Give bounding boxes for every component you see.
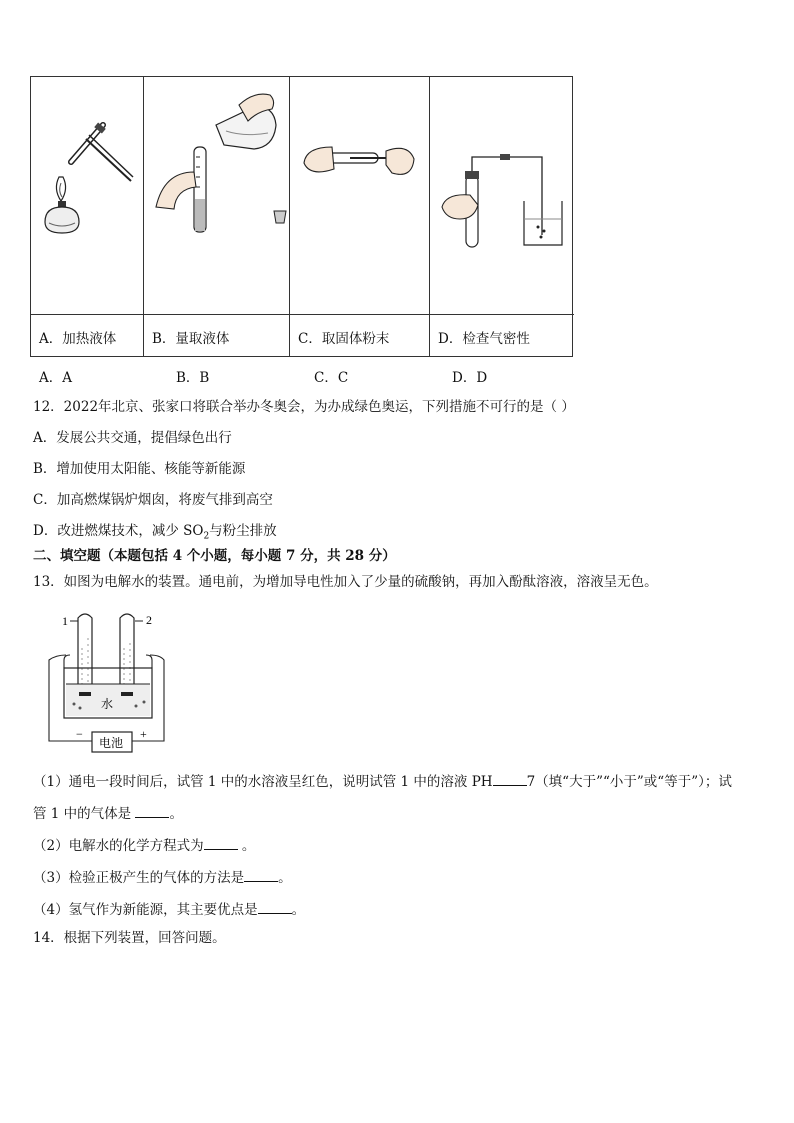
electrolysis-figure — [40, 608, 180, 758]
q13-sub1-text-b: 7（填“大于”“小于”或“等于”）；试 — [526, 774, 732, 790]
q13-sub3-blank[interactable] — [244, 867, 278, 882]
q12-option-d — [33, 522, 277, 546]
apparatus-col-c — [290, 77, 430, 356]
q13-sub1-blank-gas[interactable] — [135, 803, 169, 818]
apparatus-table — [30, 76, 573, 357]
q13-sub2-text-b: 。 — [237, 838, 256, 854]
q12-stem: 12．2022年北京、张家口将联合举办冬奥会，为办成绿色奥运，下列措施不可行的是（ ） — [33, 399, 575, 415]
answer-option-d: D．D — [452, 370, 488, 386]
q14-stem: 14．根据下列装置，回答问题。 — [33, 930, 226, 946]
measuring-liquid-figure — [144, 77, 289, 315]
apparatus-col-d — [430, 77, 574, 356]
q13-sub3 — [33, 867, 292, 887]
q12-option-d-pre: D．改进燃煤技术，减少 SO — [33, 523, 204, 539]
q13-sub1-text-d: 。 — [169, 806, 183, 822]
q13-sub4-text-a: （4）氢气作为新能源，其主要优点是 — [33, 902, 258, 918]
airtightness-figure — [430, 77, 574, 315]
q13-sub1-text-c: 管 1 中的气体是 — [33, 806, 136, 822]
answer-option-c: C．C — [314, 370, 349, 386]
q13-sub4-text-b: 。 — [291, 902, 306, 918]
minus-label: − — [76, 727, 83, 741]
q13-sub3-text-a: （3）检验正极产生的气体的方法是 — [33, 870, 245, 886]
q13-sub1-line2 — [33, 803, 183, 823]
answer-option-b: B．B — [176, 370, 210, 386]
q12-option-c: C．加高燃煤锅炉烟囱，将废气排到高空 — [33, 492, 273, 508]
heating-liquid-figure — [31, 77, 143, 315]
caption-a: A．加热液体 — [39, 331, 117, 347]
q12-option-b: B．增加使用太阳能、核能等新能源 — [33, 461, 246, 477]
answer-option-a: A．A — [39, 370, 72, 386]
water-label: 水 — [101, 697, 114, 711]
q12-option-d-post: 与粉尘排放 — [209, 523, 277, 539]
q13-stem: 13．如图为电解水的装置。通电前，为增加导电性加入了少量的硫酸钠，再加入酚酞溶液，溶液呈无色。 — [33, 574, 658, 590]
q13-sub1-line1 — [33, 771, 732, 791]
caption-d: D．检查气密性 — [438, 331, 530, 347]
solid-powder-drawing — [290, 77, 429, 313]
caption-c: C．取固体粉末 — [298, 331, 390, 347]
q13-sub3-text-b: 。 — [278, 870, 292, 886]
measuring-liquid-drawing — [144, 77, 289, 313]
q13-sub4 — [33, 899, 305, 919]
apparatus-col-a — [31, 77, 144, 356]
solid-powder-figure — [290, 77, 429, 315]
caption-b: B．量取液体 — [152, 331, 230, 347]
q13-sub1-text-a: （1）通电一段时间后，试管 1 中的水溶液呈红色，说明试管 1 中的溶液 PH — [33, 774, 493, 790]
heating-liquid-drawing — [31, 77, 143, 313]
q13-sub4-blank[interactable] — [258, 899, 292, 914]
q13-sub2 — [33, 835, 255, 855]
apparatus-col-b — [144, 77, 290, 356]
section-heading: 二、填空题（本题包括 4 个小题，每小题 7 分，共 28 分） — [33, 548, 396, 564]
q13-sub1-blank-ph[interactable] — [493, 771, 527, 786]
battery-label: 电池 — [99, 736, 124, 750]
q12-option-a: A．发展公共交通，提倡绿色出行 — [33, 430, 232, 446]
q12-option-d-sub: 2 — [203, 531, 210, 542]
q13-sub2-blank[interactable] — [204, 835, 238, 850]
plus-label: + — [140, 727, 147, 741]
q13-sub2-text-a: （2）电解水的化学方程式为 — [33, 838, 204, 854]
tube2-label: 2 — [146, 613, 152, 627]
airtightness-drawing — [430, 77, 573, 313]
tube1-label: 1 — [62, 614, 68, 628]
